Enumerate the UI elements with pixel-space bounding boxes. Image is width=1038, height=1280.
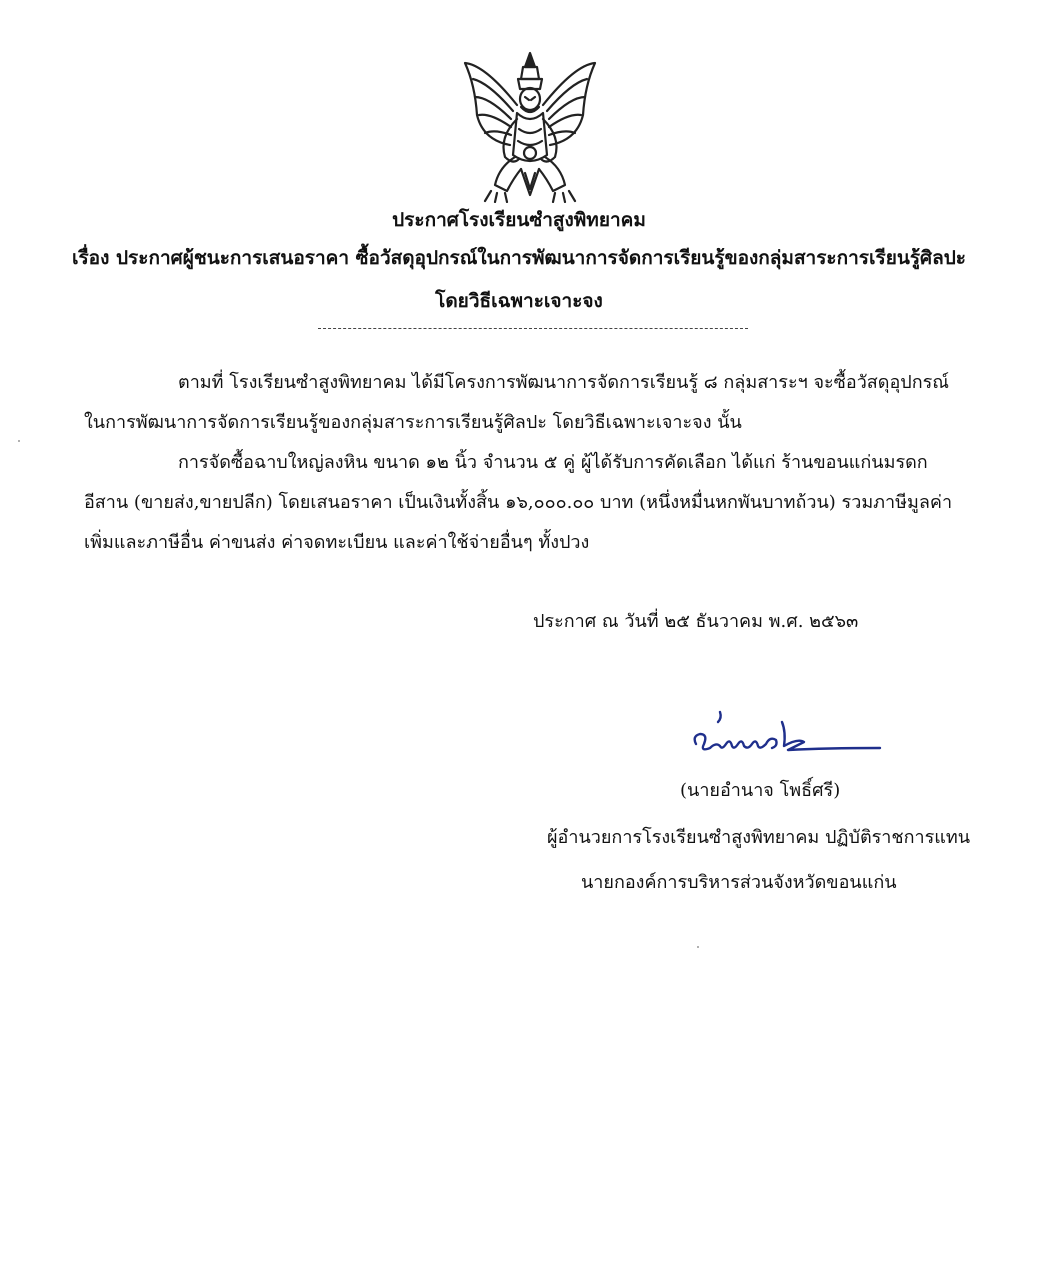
garuda-emblem-icon [455, 45, 605, 203]
signer-name: (นายอำนาจ โพธิ์ศรี) [680, 780, 841, 801]
scan-speck [697, 946, 699, 948]
header-divider [318, 328, 748, 329]
paragraph-2-line-2: อีสาน (ขายส่ง,ขายปลีก) โดยเสนอราคา เป็นเงินทั้งสิ้น ๑๖,๐๐๐.๐๐ บาท (หนึ่งหมื่นหกพันบาทถ้วน) รวมภาษีมูลค่า [84, 492, 953, 513]
announcement-subject: เรื่อง ประกาศผู้ชนะการเสนอราคา ซื้อวัสดุอุปกรณ์ในการพัฒนาการจัดการเรียนรู้ของกลุ่มสาระการเรียนรู้ศิลปะ [71, 247, 967, 269]
announcement-date: ประกาศ ณ วันที่ ๒๕ ธันวาคม พ.ศ. ๒๕๖๓ [533, 611, 859, 632]
scan-speck [18, 440, 20, 442]
paragraph-1-line-1: ตามที่ โรงเรียนซำสูงพิทยาคม ได้มีโครงการพัฒนาการจัดการเรียนรู้ ๘ กลุ่มสาระฯ จะซื้อวัสดุอุปกรณ์ [178, 372, 949, 393]
signer-position-line-1: ผู้อำนวยการโรงเรียนซำสูงพิทยาคม ปฏิบัติราชการแทน [547, 827, 971, 848]
announcement-title: ประกาศโรงเรียนซำสูงพิทยาคม [392, 209, 646, 231]
paragraph-1-line-2: ในการพัฒนาการจัดการเรียนรู้ของกลุ่มสาระการเรียนรู้ศิลปะ โดยวิธีเฉพาะเจาะจง นั้น [84, 412, 742, 433]
paragraph-2-line-3: เพิ่มและภาษีอื่น ค่าขนส่ง ค่าจดทะเบียน และค่าใช้จ่ายอื่นๆ ทั้งปวง [84, 532, 590, 553]
paragraph-2-line-1: การจัดซื้อฉาบใหญ่ลงหิน ขนาด ๑๒ นิ้ว จำนวน ๕ คู่ ผู้ได้รับการคัดเลือก ได้แก่ ร้านขอนแก่นมรดก [178, 452, 928, 473]
handwritten-signature [686, 708, 882, 762]
procurement-method: โดยวิธีเฉพาะเจาะจง [435, 290, 603, 312]
signer-position-line-2: นายกองค์การบริหารส่วนจังหวัดขอนแก่น [581, 872, 897, 893]
